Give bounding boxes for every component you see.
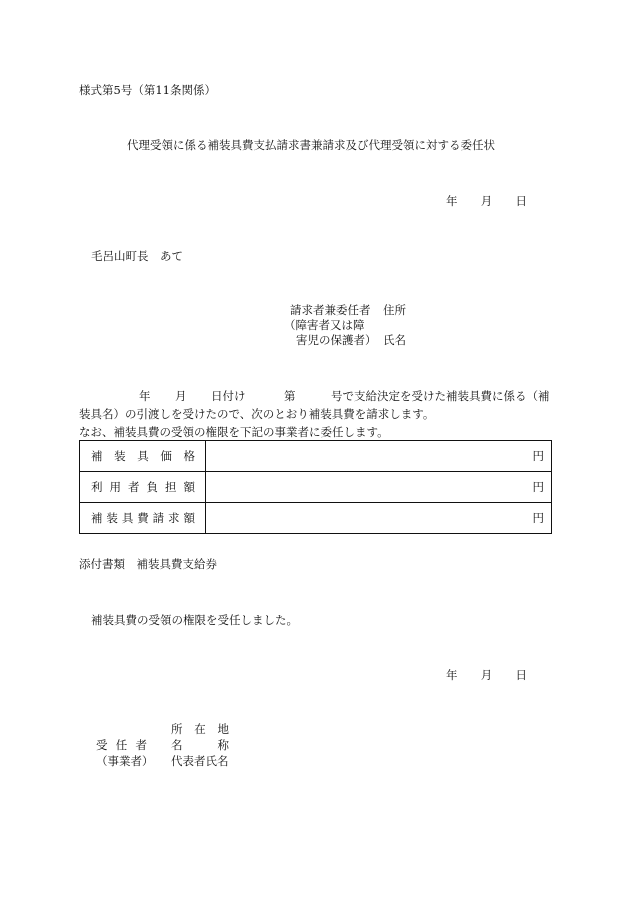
date-top [446, 194, 527, 208]
label-char: 具 [137, 449, 149, 463]
row-value-device-price[interactable] [206, 441, 552, 472]
label-char: 称 [217, 738, 229, 752]
label-char: 用 [109, 480, 121, 494]
body-line3: なお、補装具費の受領の権限を下記の事業者に委任します。 [79, 425, 389, 439]
body-line1-rest: 号で支給決定を受けた補装具費に係る（補 [331, 389, 550, 403]
table-row [80, 503, 552, 534]
body-number-prefix: 第 [284, 389, 296, 403]
address-label: 住所 [383, 303, 406, 317]
row-value-claim-amount[interactable] [206, 503, 552, 534]
label-char: 名 [171, 738, 183, 752]
name-label [171, 738, 229, 752]
label-char: 者 [135, 738, 147, 752]
date-year: 年 [446, 668, 458, 682]
label-char: 任 [115, 738, 128, 752]
attachment-note: 添付書類 補装具費支給券 [79, 557, 217, 571]
body-year: 年 [139, 389, 151, 403]
label-char: 在 [194, 722, 206, 736]
label-char: 額 [183, 511, 195, 525]
amount-table [79, 440, 552, 534]
date-month: 月 [480, 668, 493, 682]
label-char: 利 [91, 480, 103, 494]
yen-unit: 円 [532, 449, 544, 463]
row-label-user-burden [80, 472, 206, 503]
label-char: 求 [168, 511, 180, 525]
label-char: 価 [160, 449, 172, 463]
label-char: 地 [217, 722, 229, 736]
business-label: （事業者） [96, 754, 154, 768]
label-char: 補 [91, 449, 103, 463]
date-day: 日 [515, 194, 527, 208]
yen-unit: 円 [532, 511, 544, 525]
addressee: 毛呂山町長 あて [91, 249, 183, 263]
row-label-device-price [80, 441, 206, 472]
label-char: 所 [171, 722, 183, 736]
requester-role-line3: 害児の保護者） [296, 333, 377, 347]
row-label-claim-amount [80, 503, 206, 534]
table-row [80, 472, 552, 503]
label-char: 装 [106, 511, 118, 525]
document-title: 代理受領に係る補装具費支払請求書兼請求及び代理受領に対する委任状 [127, 138, 495, 152]
form-number: 様式第5号（第11条関係） [79, 83, 216, 97]
table-row [80, 441, 552, 472]
label-char: 具 [121, 511, 134, 525]
row-value-user-burden[interactable] [206, 472, 552, 503]
body-line2: 装具名）の引渡しを受けたので、次のとおり補装具費を請求します。 [79, 407, 435, 421]
body-date-suffix: 日付け [211, 389, 246, 403]
label-char: 受 [96, 738, 108, 752]
requester-role: 請求者兼委任者 [290, 303, 371, 317]
name-label: 氏名 [383, 333, 406, 347]
label-char: 担 [165, 480, 177, 494]
trustee-role [96, 738, 147, 752]
label-char: 補 [91, 511, 103, 525]
body-month: 月 [175, 389, 187, 403]
date-month: 月 [480, 194, 493, 208]
label-char: 負 [146, 480, 158, 494]
date-day: 日 [515, 668, 527, 682]
representative-name-label: 代表者氏名 [171, 754, 229, 768]
label-char: 請 [152, 511, 165, 525]
label-char: 費 [137, 511, 149, 525]
location-label [171, 722, 229, 736]
label-char: 額 [183, 480, 195, 494]
yen-unit: 円 [532, 480, 544, 494]
label-char: 者 [128, 480, 140, 494]
label-char: 装 [114, 449, 126, 463]
acceptance-text: 補装具費の受領の権限を受任しました。 [91, 613, 298, 627]
date-bottom [446, 668, 527, 682]
requester-role-line2: （障害者又は障 [284, 318, 365, 332]
label-char: 格 [183, 449, 195, 463]
date-year: 年 [446, 194, 458, 208]
